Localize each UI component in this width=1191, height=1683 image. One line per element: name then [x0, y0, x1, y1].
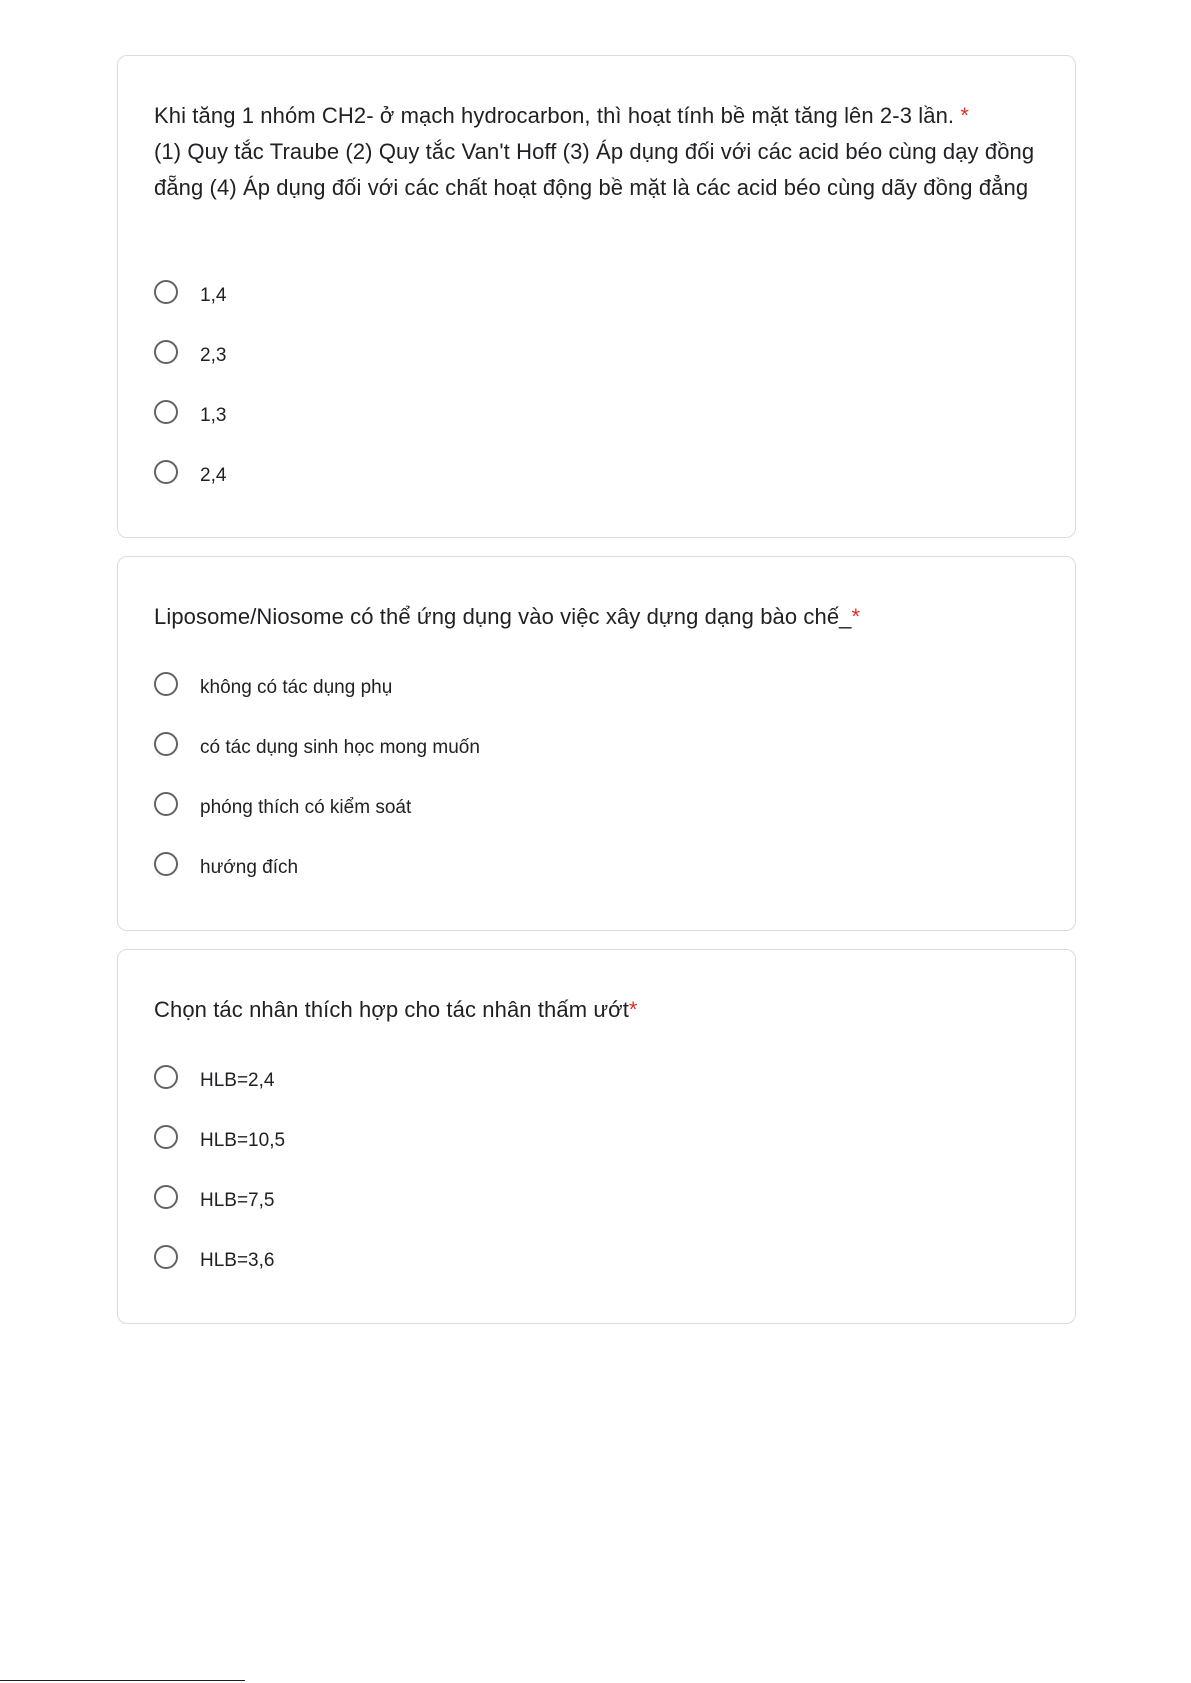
option-label: HLB=2,4	[200, 1070, 275, 1091]
radio-option[interactable]	[154, 849, 298, 879]
option-label: HLB=10,5	[200, 1130, 286, 1151]
option-label: không có tác dụng phụ	[200, 677, 393, 698]
question-card-3	[117, 949, 1076, 1324]
option-label: có tác dụng sinh học mong muốn	[200, 737, 480, 758]
required-asterisk: *	[851, 604, 861, 629]
question-text: Liposome/Niosome có thể ứng dụng vào việc xây dựng dạng bào chế_	[154, 604, 852, 629]
question-text: Chọn tác nhân thích hợp cho tác nhân thấm ướt	[154, 997, 629, 1022]
radio-button[interactable]	[154, 792, 178, 816]
footer-divider	[0, 1680, 245, 1681]
option-label: 2,4	[200, 465, 227, 486]
radio-button[interactable]	[154, 1125, 178, 1149]
question-card-2	[117, 556, 1076, 931]
radio-button[interactable]	[154, 400, 178, 424]
question-title	[154, 599, 1045, 635]
radio-option[interactable]	[154, 277, 226, 307]
required-asterisk: *	[960, 103, 970, 128]
question-title	[154, 98, 1045, 206]
option-label: HLB=3,6	[200, 1250, 275, 1271]
radio-button[interactable]	[154, 852, 178, 876]
radio-button[interactable]	[154, 460, 178, 484]
radio-option[interactable]	[154, 1062, 274, 1092]
radio-button[interactable]	[154, 1245, 178, 1269]
required-asterisk: *	[628, 997, 638, 1022]
radio-option[interactable]	[154, 1122, 285, 1152]
option-label: hướng đích	[200, 857, 299, 878]
radio-button[interactable]	[154, 280, 178, 304]
radio-button[interactable]	[154, 672, 178, 696]
radio-option[interactable]	[154, 397, 226, 427]
question-title	[154, 992, 1045, 1028]
option-label: phóng thích có kiểm soát	[200, 797, 412, 818]
radio-button[interactable]	[154, 340, 178, 364]
option-label: 1,3	[200, 405, 227, 426]
question-text-continued: (1) Quy tắc Traube (2) Quy tắc Van't Hoff (3) Áp dụng đối với các acid béo cùng dạy đồng đẵng (4) Áp dụng đối với các chất hoạt động bề mặt là các acid béo cùng dãy đồng đẳng	[154, 139, 1035, 200]
radio-option[interactable]	[154, 1182, 274, 1212]
radio-button[interactable]	[154, 732, 178, 756]
option-label: 1,4	[200, 285, 227, 306]
question-card-1	[117, 55, 1076, 538]
radio-option[interactable]	[154, 1242, 274, 1272]
option-label: 2,3	[200, 345, 227, 366]
radio-option[interactable]	[154, 337, 226, 367]
question-text: Khi tăng 1 nhóm CH2- ở mạch hydrocarbon, thì hoạt tính bề mặt tăng lên 2-3 lần.	[154, 103, 955, 128]
radio-option[interactable]	[154, 457, 226, 487]
radio-option[interactable]	[154, 669, 392, 699]
radio-option[interactable]	[154, 729, 480, 759]
radio-option[interactable]	[154, 789, 411, 819]
option-label: HLB=7,5	[200, 1190, 275, 1211]
radio-button[interactable]	[154, 1065, 178, 1089]
radio-button[interactable]	[154, 1185, 178, 1209]
